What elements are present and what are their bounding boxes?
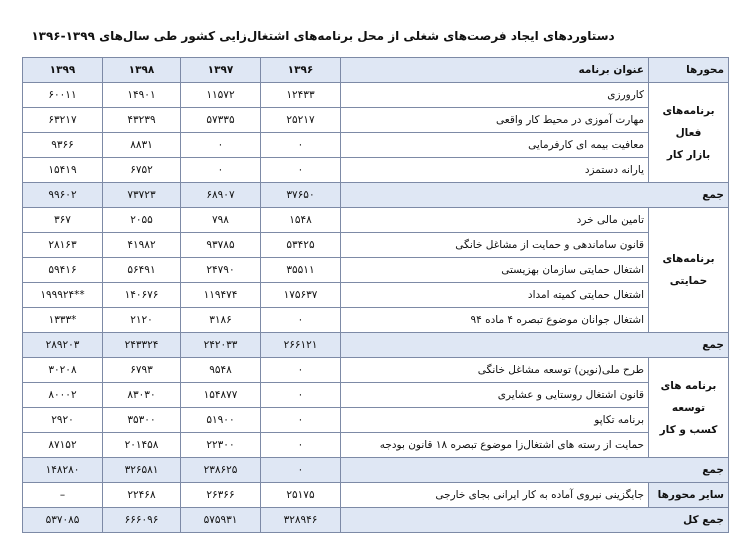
value-1398: ۲۰۵۵	[103, 208, 181, 233]
sum-1397: ۶۸۹۰۷	[181, 183, 261, 208]
sum-1396: ۰	[261, 458, 341, 483]
axis-line: بازار کار	[666, 148, 711, 161]
sum-row	[23, 333, 729, 358]
sum-label: جمع	[341, 333, 729, 358]
program-label: کارورزی	[341, 83, 649, 108]
value-1397: ۲۶۳۶۶	[181, 483, 261, 508]
sum-1397: ۲۳۸۶۲۵	[181, 458, 261, 483]
sum-1398: ۲۴۳۳۲۴	[103, 333, 181, 358]
value-1399: ۳۰۲۰۸	[23, 358, 103, 383]
table-row	[23, 158, 729, 183]
table-row	[23, 433, 729, 458]
program-label: قانون اشتغال روستایی و عشایری	[341, 383, 649, 408]
value-1399: ۵۹۴۱۶	[23, 258, 103, 283]
program-label: جایگزینی نیروی آماده به کار ایرانی بجای خارجی	[341, 483, 649, 508]
header-program: عنوان برنامه	[341, 58, 649, 83]
value-1399: *۱۳۳۳	[23, 308, 103, 333]
table-row	[23, 383, 729, 408]
table-row	[23, 108, 729, 133]
table-row	[23, 258, 729, 283]
sum-1396: ۲۶۶۱۲۱	[261, 333, 341, 358]
program-label: اشتغال حمایتی کمیته امداد	[341, 283, 649, 308]
value-1399: –	[23, 483, 103, 508]
value-1398: ۶۷۹۳	[103, 358, 181, 383]
value-1397: ۱۱۹۴۷۴	[181, 283, 261, 308]
axis-line: حمایتی	[669, 275, 708, 287]
value-1396: ۱۷۵۶۳۷	[261, 283, 341, 308]
sum-row	[23, 183, 729, 208]
sum-row	[23, 458, 729, 483]
value-1398: ۳۵۳۰۰	[103, 408, 181, 433]
program-label: اشتغال جوانان موضوع تبصره ۴ ماده ۹۴	[341, 308, 649, 333]
table-row	[23, 283, 729, 308]
value-1397: ۷۹۸	[181, 208, 261, 233]
table-row	[23, 308, 729, 333]
sum-label: جمع	[341, 458, 729, 483]
value-1397: ۹۳۷۸۵	[181, 233, 261, 258]
value-1397: ۵۱۹۰۰	[181, 408, 261, 433]
axis-line: برنامه‌های	[662, 253, 715, 265]
program-label: یارانه دستمزد	[341, 158, 649, 183]
sum-1399: ۹۹۶۰۲	[23, 183, 103, 208]
value-1399: ۸۰۰۰۲	[23, 383, 103, 408]
header-1398: ۱۳۹۸	[103, 58, 181, 83]
total-1396: ۳۲۸۹۴۶	[261, 508, 341, 533]
value-1398: ۸۸۳۱	[103, 133, 181, 158]
table-row	[23, 133, 729, 158]
value-1399: ۶۳۲۱۷	[23, 108, 103, 133]
value-1399: ۸۷۱۵۲	[23, 433, 103, 458]
sum-1399: ۲۸۹۲۰۳	[23, 333, 103, 358]
value-1396: ۰	[261, 358, 341, 383]
value-1397: ۰	[181, 133, 261, 158]
program-label: اشتغال حمایتی سازمان بهزیستی	[341, 258, 649, 283]
value-1398: ۴۱۹۸۲	[103, 233, 181, 258]
sum-1399: ۱۴۸۲۸۰	[23, 458, 103, 483]
axis-label-active-market	[649, 83, 729, 183]
value-1398: ۱۴۰۶۷۶	[103, 283, 181, 308]
value-1397: ۵۷۳۳۵	[181, 108, 261, 133]
value-1397: ۳۱۸۶	[181, 308, 261, 333]
program-label: معافیت بیمه ای کارفرمایی	[341, 133, 649, 158]
table-row	[23, 233, 729, 258]
value-1396: ۰	[261, 158, 341, 183]
value-1398: ۸۳۰۳۰	[103, 383, 181, 408]
axis-line: برنامه های توسعه	[660, 379, 717, 414]
table-row	[23, 208, 729, 233]
axis-label-business-development	[649, 358, 729, 458]
value-1398: ۱۴۹۰۱	[103, 83, 181, 108]
value-1396: ۰	[261, 433, 341, 458]
program-label: برنامه تکاپو	[341, 408, 649, 433]
axis-label-support	[649, 208, 729, 333]
value-1399: ۶۰۰۱۱	[23, 83, 103, 108]
total-1399: ۵۳۷۰۸۵	[23, 508, 103, 533]
sum-1398: ۳۲۶۵۸۱	[103, 458, 181, 483]
table-row	[23, 358, 729, 383]
sum-label: جمع	[341, 183, 729, 208]
total-1397: ۵۷۵۹۳۱	[181, 508, 261, 533]
header-1399: ۱۳۹۹	[23, 58, 103, 83]
program-label: حمایت از رسته های اشتغال‌زا موضوع تبصره ۱۸ قانون بودجه	[341, 433, 649, 458]
value-1398: ۵۶۴۹۱	[103, 258, 181, 283]
grand-total-row	[23, 508, 729, 533]
table-title: دستاوردهای ایجاد فرصت‌های شغلی از محل برنامه‌های اشتغال‌زایی کشور طی سال‌های ۱۳۹۹-۱۳۹۶	[31, 29, 615, 43]
program-label: قانون ساماندهی و حمایت از مشاغل خانگی	[341, 233, 649, 258]
value-1396: ۰	[261, 133, 341, 158]
value-1398: ۲۲۴۶۸	[103, 483, 181, 508]
header-axis: محورها	[649, 58, 729, 83]
header-1397: ۱۳۹۷	[181, 58, 261, 83]
value-1396: ۱۵۴۸	[261, 208, 341, 233]
header-1396: ۱۳۹۶	[261, 58, 341, 83]
program-label: تامین مالی خرد	[341, 208, 649, 233]
value-1399: ۲۸۱۶۳	[23, 233, 103, 258]
other-axis-label: سایر محورها	[649, 483, 729, 508]
value-1396: ۰	[261, 383, 341, 408]
value-1397: ۹۵۴۸	[181, 358, 261, 383]
sum-1396: ۳۷۶۵۰	[261, 183, 341, 208]
grand-total-label: جمع کل	[341, 508, 729, 533]
axis-line: برنامه‌های فعال	[662, 104, 715, 139]
value-1399: ۹۳۶۶	[23, 133, 103, 158]
table-row	[23, 83, 729, 108]
value-1399: ۲۹۲۰	[23, 408, 103, 433]
value-1396: ۰	[261, 308, 341, 333]
table-row	[23, 408, 729, 433]
value-1396: ۱۲۴۳۳	[261, 83, 341, 108]
value-1397: ۲۴۷۹۰	[181, 258, 261, 283]
value-1397: ۱۵۴۸۷۷	[181, 383, 261, 408]
value-1397: ۲۲۳۰۰	[181, 433, 261, 458]
employment-table	[22, 57, 729, 533]
program-label: طرح ملی(نوین) توسعه مشاغل خانگی	[341, 358, 649, 383]
header-row	[23, 58, 729, 83]
value-1399: **۱۹۹۹۲۴	[23, 283, 103, 308]
value-1396: ۲۵۲۱۷	[261, 108, 341, 133]
value-1398: ۶۷۵۲	[103, 158, 181, 183]
value-1398: ۴۳۲۳۹	[103, 108, 181, 133]
value-1398: ۲۱۲۰	[103, 308, 181, 333]
other-row	[23, 483, 729, 508]
value-1398: ۲۰۱۴۵۸	[103, 433, 181, 458]
total-1398: ۶۶۶۰۹۶	[103, 508, 181, 533]
value-1397: ۱۱۵۷۲	[181, 83, 261, 108]
sum-1398: ۷۳۷۲۳	[103, 183, 181, 208]
axis-line: کسب و کار	[659, 423, 718, 436]
sum-1397: ۲۴۲۰۳۳	[181, 333, 261, 358]
value-1396: ۳۵۵۱۱	[261, 258, 341, 283]
value-1396: ۵۳۴۲۵	[261, 233, 341, 258]
value-1396: ۲۵۱۷۵	[261, 483, 341, 508]
program-label: مهارت آموزی در محیط کار واقعی	[341, 108, 649, 133]
value-1397: ۰	[181, 158, 261, 183]
value-1396: ۰	[261, 408, 341, 433]
value-1399: ۱۵۴۱۹	[23, 158, 103, 183]
value-1399: ۳۶۷	[23, 208, 103, 233]
